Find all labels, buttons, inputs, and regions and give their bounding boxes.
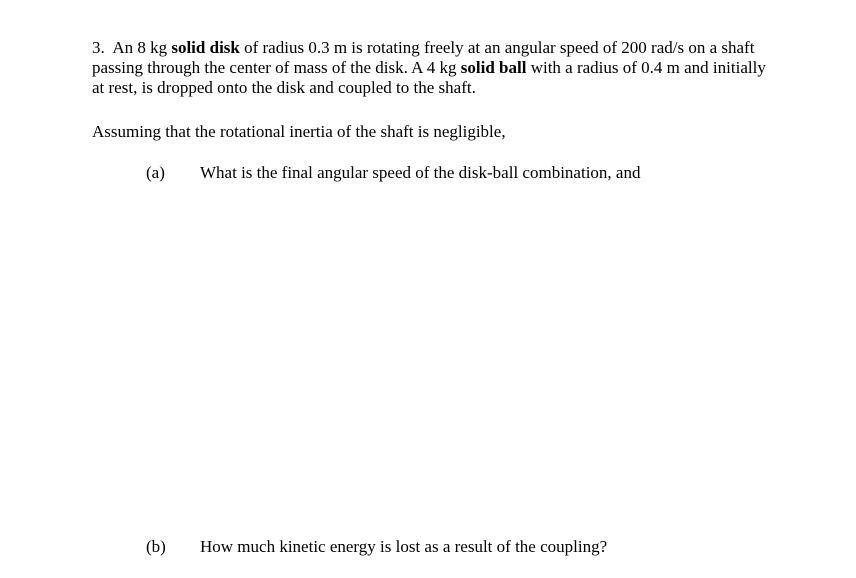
- problem-text-1: An 8 kg: [112, 38, 172, 57]
- part-a-label: (a): [146, 163, 165, 182]
- problem-text-2: of radius 0.3 m is rotating freely at an angular speed of 200 rad/s on a shaft passing through the center of mass of the disk. A 4 kg: [92, 38, 755, 77]
- part-b-label: (b): [146, 537, 166, 556]
- problem-text-3: with a radius of 0.4 m and initially at rest, is dropped onto the disk and coupled to the shaft.: [92, 58, 766, 97]
- part-b-question: How much kinetic energy is lost as a result of the coupling?: [200, 537, 608, 556]
- part-a: [146, 163, 640, 183]
- part-a-question: What is the final angular speed of the disk-ball combination, and: [200, 163, 641, 182]
- problem-bold-solid-ball: solid ball: [460, 58, 527, 77]
- problem-number: 3.: [92, 38, 105, 57]
- problem-statement: [92, 38, 772, 98]
- part-b: [146, 537, 607, 557]
- problem-bold-solid-disk: solid disk: [171, 38, 240, 57]
- assumption-text: Assuming that the rotational inertia of the shaft is negligible,: [92, 122, 506, 141]
